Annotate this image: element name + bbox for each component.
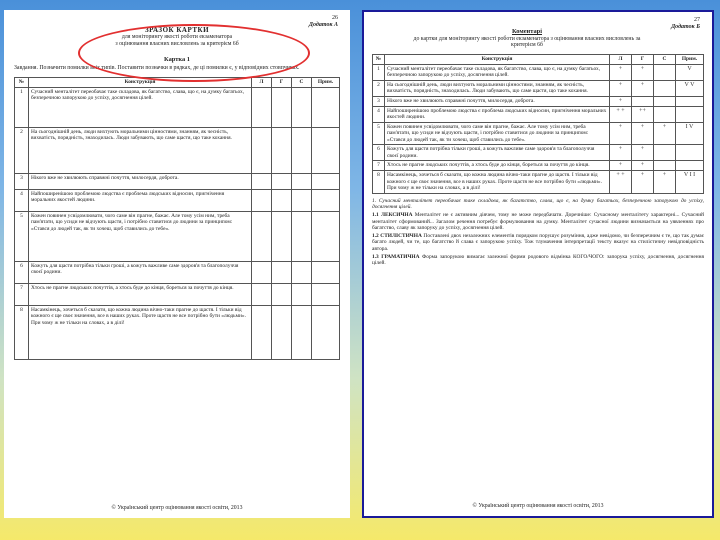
right-table — [372, 54, 704, 194]
left-page — [4, 10, 350, 518]
left-table — [14, 77, 340, 359]
mark-s — [654, 80, 676, 96]
mark-l: + — [610, 96, 632, 106]
row-number: 3 — [373, 96, 385, 106]
col-header-l: Л — [252, 78, 272, 87]
left-title: ЗРАЗОК КАРТКИ — [144, 26, 210, 34]
comment-stylistic-label: 1.2 СТИЛІСТИЧНА — [372, 232, 422, 239]
left-appendix-label: Додаток А — [308, 21, 338, 28]
right-appendix-label: Додаток Б — [671, 23, 700, 30]
mark-note: I V — [676, 122, 704, 144]
comment-lexical-label: 1.1 ЛЕКСИЧНА — [372, 212, 413, 219]
comment-grammatical-text: Форма запорукою вимагає залежної форми родового відмінка КОГО/ЧОГО: запорука успіху, досягнення, досягнення цілей. — [372, 253, 704, 267]
table-row — [15, 127, 340, 173]
right-subtitle: до картки для моніторингу якості роботи екзаменатора з оцінювання власних висловлень за критерієм 6б — [413, 35, 641, 49]
right-table-header-row — [373, 55, 704, 64]
mark-l: + — [610, 64, 632, 80]
right-page-number: 27 — [694, 17, 700, 23]
right-page-number-block — [671, 17, 700, 30]
table-row — [15, 283, 340, 305]
table-row — [373, 145, 704, 161]
comment-stylistic-text: Поставлені двох незалежних елементів порядком порушує розуміння, адже невідомо, чи безперечним є те, що так думає багато людей, чи те, що багатство й слава є запорукою успіху. Тож тлумачення інтерпретації тексту вказує на стилістичну невідповідність автора. — [372, 232, 705, 252]
table-row — [373, 122, 704, 144]
row-number: 1 — [373, 64, 385, 80]
table-row — [373, 106, 704, 122]
row-text: На сьогоднішній день, люди вихтують моральними цінностями, знанням, як чесність, вихватість, порядність, знаходилась. Люди забувають, що саме щастя, що таке кохання. — [385, 80, 610, 96]
col-header-s: С — [654, 55, 676, 64]
right-title: Коментарі — [511, 28, 542, 35]
row-number: 8 — [373, 171, 385, 193]
row-number: 2 — [15, 127, 29, 173]
left-footer: © Український центр оцінювання якості освіти, 2013 — [111, 505, 243, 512]
row-text: Насамкінець, хочеться б сказати, що кожна людина вічно-таки прагне до щастя. І тільки від кожного є ще своє значення, все в наших руках. Проте щастя не все потрібно бути «людьми». При чому ж не тільки на словах, а в ділі! — [385, 171, 610, 193]
card-label: Картка 1 — [164, 55, 190, 63]
left-subtitle-line2: з оцінювання власних висловлень за критерієм 6б — [115, 41, 239, 48]
left-page-number-block — [309, 15, 338, 28]
row-number: 5 — [15, 211, 29, 261]
mark-s — [654, 96, 676, 106]
col-header-num: № — [15, 78, 29, 87]
row-text: Насамкінець, хочеться б сказати, що кожна людина вічно-таки прагне до щастя. І тільки від кожного є ще своє значення, все в наших руках. Проте щастя не все потрібно бути «людьми». При чому ж не тільки на словах, а в ділі! — [29, 305, 252, 359]
row-number: 7 — [15, 283, 29, 305]
right-title-block — [412, 28, 642, 49]
col-header-note: Прим. — [312, 78, 340, 87]
mark-g: + — [632, 80, 654, 96]
col-header-construction: Конструкція — [29, 78, 252, 87]
table-row — [373, 96, 704, 106]
col-header-g: Г — [272, 78, 292, 87]
row-number: 6 — [373, 145, 385, 161]
mark-s — [654, 64, 676, 80]
mark-g: + — [632, 171, 654, 193]
row-text: Нікого вже не хвилюють справжні почуття, милосердя, доброта. — [385, 96, 610, 106]
row-text: Сучасний менталітет переобачає таке складова, як багатство, слава, що є, на думку багатьох, безперечною запорукою до успіху, досягнення цілей. — [29, 87, 252, 127]
mark-s: + — [654, 122, 676, 144]
row-text: Найпоширенішою проблемою людства є проблема людських відносин, пригнічення моральних якостей людини. — [29, 189, 252, 211]
col-header-l: Л — [610, 55, 632, 64]
row-number: 4 — [15, 189, 29, 211]
table-row — [15, 211, 340, 261]
comment-grammatical — [372, 254, 704, 267]
mark-l: + — [610, 80, 632, 96]
table-row — [15, 305, 340, 359]
row-text: Найпоширенішою проблемою людства є проблема людських відносин, пригнічення моральних якостей людини. — [385, 106, 610, 122]
mark-l: + + — [610, 171, 632, 193]
mark-g: + — [632, 64, 654, 80]
mark-s — [654, 161, 676, 171]
comment-lexical — [372, 212, 704, 232]
mark-note: V I I — [676, 171, 704, 193]
mark-g: + — [632, 122, 654, 144]
table-row — [15, 189, 340, 211]
col-header-num: № — [373, 55, 385, 64]
mark-l: + — [610, 145, 632, 161]
mark-note: V V — [676, 80, 704, 96]
mark-g — [632, 96, 654, 106]
mark-g: ++ — [632, 106, 654, 122]
row-text: Нікого вже не хвилюють справжні почуття, милосердя, доброта. — [29, 173, 252, 189]
row-text: Кожуть для щастя потрібна тільки гроші, а кожуть важливе саме здоров'я та благополуччя своєї родини. — [385, 145, 610, 161]
mark-note — [676, 145, 704, 161]
mark-note — [676, 96, 704, 106]
row-text: Хтось не прагне людських почуттів, а хтось буде до кінця, бореться за почуття до кінця. — [29, 283, 252, 305]
row-number: 4 — [373, 106, 385, 122]
mark-l: + + — [610, 106, 632, 122]
table-row — [373, 171, 704, 193]
table-row — [373, 161, 704, 171]
table-row — [15, 173, 340, 189]
col-header-g: Г — [632, 55, 654, 64]
row-number: 7 — [373, 161, 385, 171]
right-footer: © Український центр оцінювання якості освіти, 2013 — [472, 503, 604, 510]
row-number: 5 — [373, 122, 385, 144]
mark-s: + — [654, 171, 676, 193]
row-number: 6 — [15, 261, 29, 283]
table-row — [373, 64, 704, 80]
red-highlight-oval — [78, 24, 310, 82]
left-subtitle-line1: для моніторингу якості роботи екзаменатора — [121, 34, 233, 41]
mark-g: + — [632, 145, 654, 161]
row-number: 1 — [15, 87, 29, 127]
row-text: Кожен повинен усвідомлювати, чого саме він прагне, бажає. Але тому усім ним, треба пам'ятати, що усиди не відчують щастя, і потрібно ставитися до людини за принципом: «Стався до людей так, як ти хочеш, щоб ставились до тебе». — [385, 122, 610, 144]
left-page-number: 26 — [332, 15, 338, 21]
row-text: Кожен повинен усвідомлювати, чого саме він прагне, бажає. Але тому усім ним, треба пам'ятати, що усиди не відчують щастя, і потрібно ставитися до людини за принципом: «Стався до людей так, як ти хочеш, щоб ставились до тебе». — [29, 211, 252, 261]
right-page — [362, 10, 714, 518]
mark-l: + — [610, 122, 632, 144]
col-header-construction: Конструкція — [385, 55, 610, 64]
comments-block — [372, 198, 704, 267]
comment-lexical-text: Менталітет не є активним діячем, тому не може передбачати. Доречніше: Сучасному менталітету характерні... Сучасний менталітет сформований... Загалом речення потребує формулювання на думку. Менталітет сучасної людини визначається на уявленнях про багатство, славу як запоруку до успіху, досягнення цілей. — [372, 212, 704, 232]
table-row — [15, 261, 340, 283]
mark-s — [654, 106, 676, 122]
comment-sentence: 1. Сучасний менталітет переобачає таке складова, як багатство, слава, що є, на думку багатьох, безперечною запорукою до успіху, досягнення цілей. — [372, 197, 704, 211]
task-text: Завдання. Позначити помилки всіх типів. Поставити позначки в рядках, де ці помилки є, у відповідних стовпчиках. — [14, 65, 300, 72]
row-text: Сучасний менталітет переобачає таке складова, як багатство, слава, що є, на думку багатьох, безперечною запорукою до успіху, досягнення цілей. — [385, 64, 610, 80]
row-number: 2 — [373, 80, 385, 96]
table-row — [15, 87, 340, 127]
comment-grammatical-label: 1.3 ГРАМАТИЧНА — [372, 253, 420, 260]
mark-note: V — [676, 64, 704, 80]
mark-s — [654, 145, 676, 161]
comment-stylistic — [372, 233, 704, 253]
mark-note — [676, 106, 704, 122]
mark-l: + — [610, 161, 632, 171]
mark-g: + — [632, 161, 654, 171]
col-header-note: Прим. — [676, 55, 704, 64]
row-number: 8 — [15, 305, 29, 359]
row-text: Кожуть для щастя потрібна тільки гроші, а кожуть важливе саме здоров'я та благополуччя своєї родини. — [29, 261, 252, 283]
row-text: На сьогоднішній день, люди вихтують моральними цінностями, знанням, як чесність, вихватість, порядність, знаходилась. Люди забувають, що саме щастя, що таке кохання. — [29, 127, 252, 173]
table-row — [373, 80, 704, 96]
col-header-s: С — [292, 78, 312, 87]
row-text: Хтось не прагне людських почуттів, а хтось буде до кінця, бореться за почуття до кінця. — [385, 161, 610, 171]
row-number: 3 — [15, 173, 29, 189]
mark-note — [676, 161, 704, 171]
